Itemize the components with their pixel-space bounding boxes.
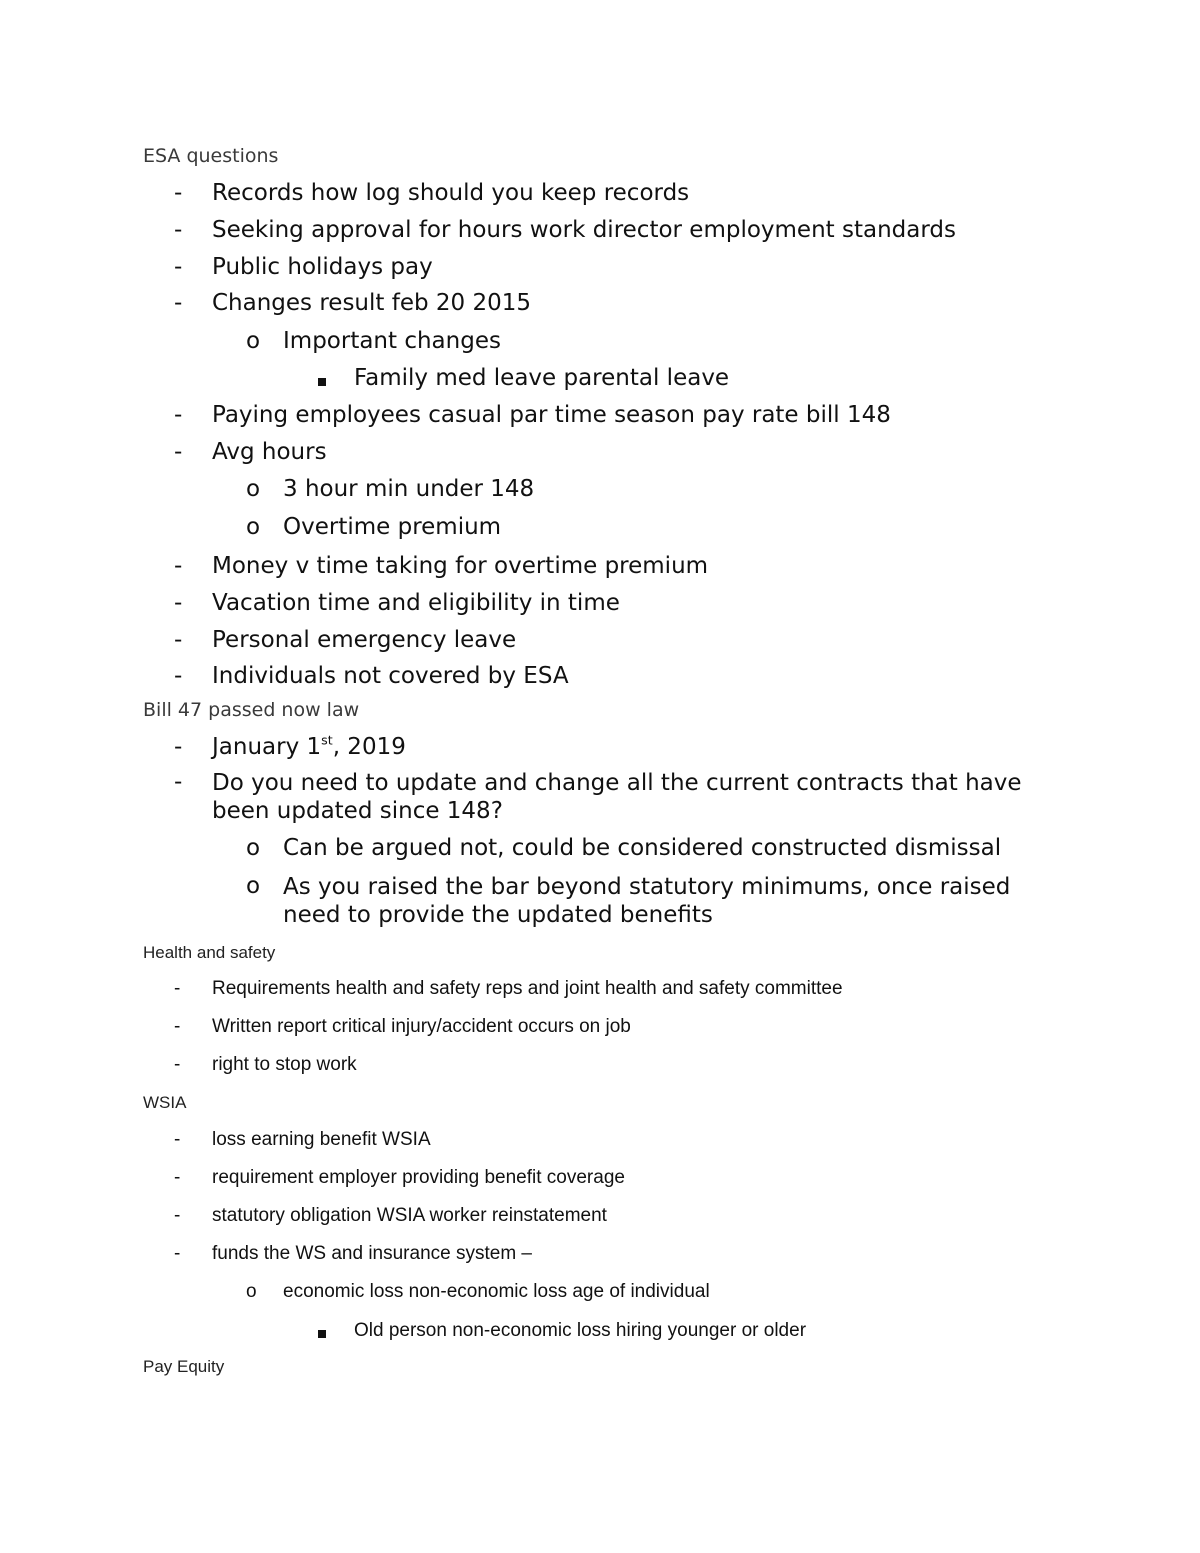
dash-bullet: - [174, 217, 183, 243]
section-heading-health-and-safety: Health and safety [143, 943, 276, 962]
list-item-text: right to stop work [212, 1054, 357, 1075]
dash-bullet: - [174, 1016, 181, 1037]
dash-bullet: - [174, 553, 183, 579]
circle-bullet: o [246, 1281, 257, 1302]
dash-bullet: - [174, 627, 183, 653]
list-item-text: funds the WS and insurance system – [212, 1243, 532, 1264]
list-item-text: As you raised the bar beyond statutory minimums, once raised need to provide the updated benefits [283, 874, 1011, 928]
list-item-text [212, 734, 406, 760]
list-item-text: economic loss non-economic loss age of individual [283, 1281, 710, 1302]
dash-bullet: - [174, 1054, 181, 1075]
dash-bullet: - [174, 769, 183, 795]
dash-bullet: - [174, 1129, 181, 1150]
dash-bullet: - [174, 254, 183, 280]
list-item-text: Old person non-economic loss hiring younger or older [354, 1320, 807, 1341]
list-item-text: Important changes [283, 328, 501, 354]
list-item-text: Avg hours [212, 439, 327, 465]
dash-bullet: - [174, 663, 183, 689]
list-item-text: Public holidays pay [212, 254, 433, 280]
list-item-text: Do you need to update and change all the current contracts that have been updated since 148? [212, 770, 1022, 824]
dash-bullet: - [174, 1243, 181, 1264]
circle-bullet: o [246, 476, 261, 502]
dash-bullet: - [174, 978, 181, 999]
list-item-text: Individuals not covered by ESA [212, 663, 569, 689]
section-heading-pay-equity: Pay Equity [143, 1357, 225, 1376]
list-item-text: Written report critical injury/accident occurs on job [212, 1016, 631, 1037]
list-item-text: Paying employees casual par time season pay rate bill 148 [212, 402, 891, 428]
circle-bullet: o [246, 873, 261, 899]
dash-bullet: - [174, 1205, 181, 1226]
list-item-text: Requirements health and safety reps and joint health and safety committee [212, 978, 843, 999]
list-item-text: Can be argued not, could be considered constructed dismissal [283, 835, 1002, 861]
list-item-text: Seeking approval for hours work director employment standards [212, 217, 956, 243]
section-heading-wsia: WSIA [143, 1093, 187, 1112]
list-item-text: Family med leave parental leave [354, 365, 730, 391]
dash-bullet: - [174, 734, 183, 760]
list-item-text: requirement employer providing benefit coverage [212, 1167, 625, 1188]
list-item-text: loss earning benefit WSIA [212, 1129, 431, 1150]
list-item-text: Overtime premium [283, 514, 502, 540]
list-item-text: Changes result feb 20 2015 [212, 290, 532, 316]
date-text: January 1 [212, 734, 322, 760]
dash-bullet: - [174, 402, 183, 428]
list-item-text: Records how log should you keep records [212, 180, 690, 206]
square-bullet-icon [318, 1330, 326, 1338]
circle-bullet: o [246, 835, 261, 861]
section-heading-esa: ESA questions [143, 145, 279, 167]
section-heading-bill-47: Bill 47 passed now law [143, 699, 360, 721]
list-item-text: Personal emergency leave [212, 627, 517, 653]
list-item-text: statutory obligation WSIA worker reinstatement [212, 1205, 607, 1226]
date-ordinal-suffix: st [321, 732, 333, 748]
circle-bullet: o [246, 328, 261, 354]
dash-bullet: - [174, 1167, 181, 1188]
list-item-text: 3 hour min under 148 [283, 476, 535, 502]
dash-bullet: - [174, 180, 183, 206]
date-year: , 2019 [332, 734, 406, 760]
list-item-text: Vacation time and eligibility in time [212, 590, 620, 616]
dash-bullet: - [174, 439, 183, 465]
dash-bullet: - [174, 590, 183, 616]
list-item-text: Money v time taking for overtime premium [212, 553, 709, 579]
dash-bullet: - [174, 290, 183, 316]
square-bullet-icon [318, 378, 326, 386]
circle-bullet: o [246, 514, 261, 540]
